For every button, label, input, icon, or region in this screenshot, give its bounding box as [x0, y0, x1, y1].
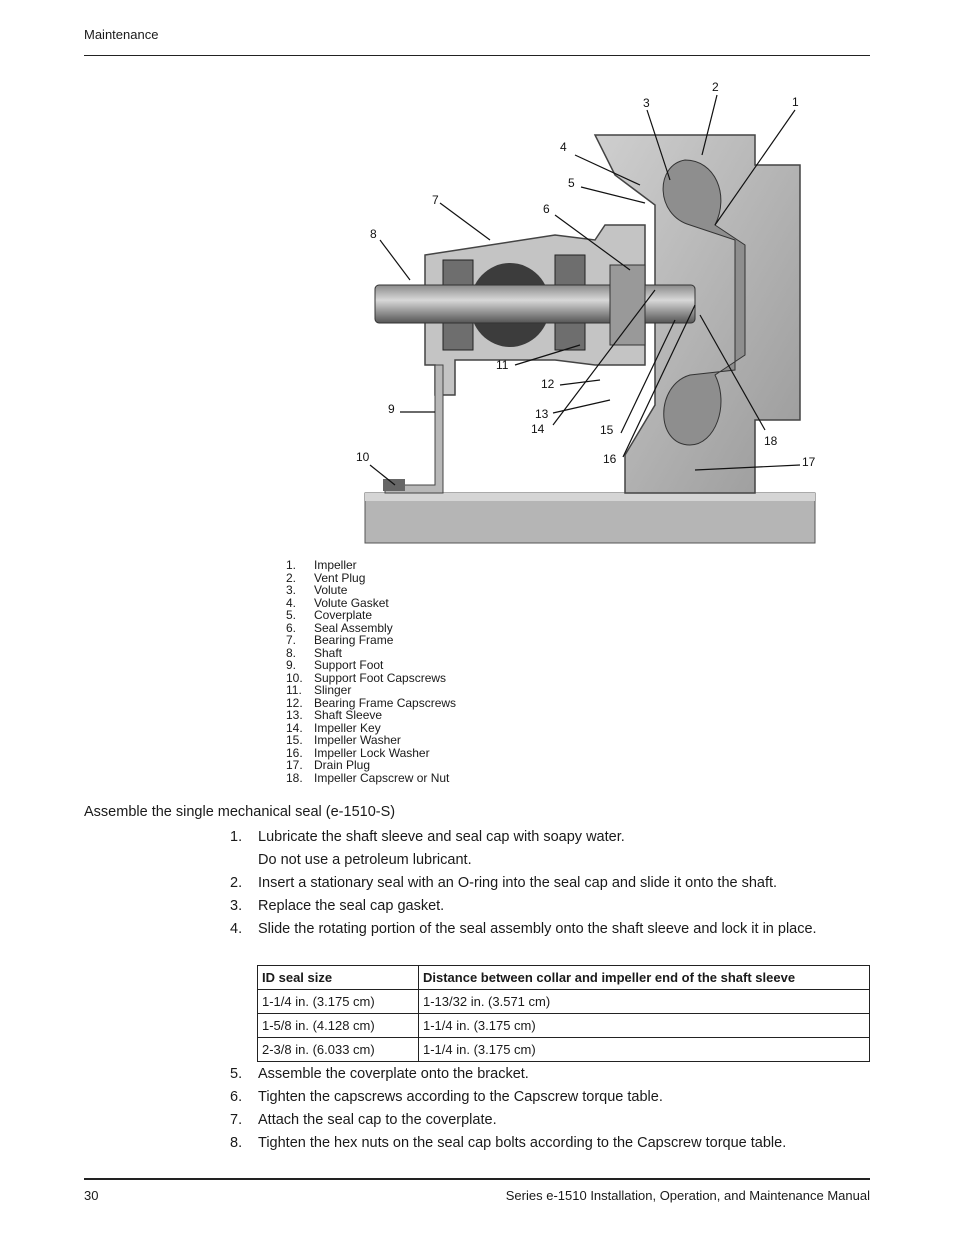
legend-item: 14. Impeller Key: [286, 720, 381, 735]
step-item: 5. Assemble the coverplate onto the bracket.: [230, 1066, 529, 1082]
callout-15: 15: [600, 423, 614, 437]
legend-item: 9. Support Foot: [286, 658, 384, 672]
legend-item: 1. Impeller: [286, 558, 357, 572]
step-note: Do not use a petroleum lubricant.: [258, 852, 472, 868]
step-item: 6. Tighten the capscrews according to the Capscrew torque table.: [230, 1089, 663, 1105]
legend-item: 8. Shaft: [286, 645, 343, 660]
legend-item: 5. Coverplate: [286, 608, 373, 622]
legend-item: 12. Bearing Frame Capscrews: [286, 695, 457, 710]
legend-item: 4. Volute Gasket: [286, 595, 389, 610]
procedure-steps: [230, 828, 870, 939]
callout-8: 8: [370, 227, 377, 241]
legend-item: 7. Bearing Frame: [286, 633, 394, 647]
callout-17: 17: [802, 455, 816, 469]
shaft: [375, 285, 695, 323]
callout-18: 18: [764, 434, 778, 448]
table-row: 1-5/8 in. (4.128 cm) 1-1/4 in. (3.175 cm): [258, 1014, 870, 1038]
legend-item: 6. Seal Assembly: [286, 620, 393, 635]
callout-14: 14: [531, 422, 545, 436]
legend-item: 18. Impeller Capscrew or Nut: [286, 770, 450, 785]
callout-4: 4: [560, 140, 567, 154]
step-item: 7. Attach the seal cap to the coverplate.: [230, 1112, 497, 1128]
legend-item: 2. Vent Plug: [286, 570, 366, 585]
seal-distance-table: [257, 965, 870, 1062]
table-row: 1-1/4 in. (3.175 cm) 1-13/32 in. (3.571 cm): [258, 990, 870, 1014]
step-item: 2. Insert a stationary seal with an O-ring into the seal cap and slide it onto the shaft.: [230, 875, 778, 891]
callout-6: 6: [543, 202, 550, 216]
legend-item: 16. Impeller Lock Washer: [286, 745, 430, 760]
callout-3: 3: [643, 96, 650, 110]
seal-assembly: [610, 265, 645, 345]
callout-11: 11: [496, 358, 509, 372]
step-item: 4. Slide the rotating portion of the seal assembly onto the shaft sleeve and lock it in place.: [230, 921, 817, 937]
callout-12: 12: [541, 377, 555, 391]
table-header-row: [258, 966, 870, 990]
callout-13: 13: [535, 407, 549, 421]
step-item: 1. Lubricate the shaft sleeve and seal cap with soapy water.: [230, 829, 625, 845]
page-number: 30: [84, 1188, 99, 1203]
footer-rule: [84, 1178, 870, 1180]
callout-2: 2: [712, 80, 719, 94]
legend-item: 15. Impeller Washer: [286, 733, 401, 747]
callout-7: 7: [432, 193, 439, 207]
step-item: 8. Tighten the hex nuts on the seal cap bolts according to the Capscrew torque table.: [230, 1135, 787, 1151]
callout-16: 16: [603, 452, 617, 466]
legend-item: 11. Slinger: [286, 683, 352, 697]
callout-5: 5: [568, 176, 575, 190]
section-title: Assemble the single mechanical seal (e-1510-S): [84, 804, 396, 820]
header-rule: [84, 55, 870, 56]
legend-item: 3. Volute: [286, 583, 348, 597]
table-header: ID seal size: [258, 966, 419, 990]
pump-cross-section-figure: [355, 75, 825, 545]
legend-item: 17. Drain Plug: [286, 758, 371, 772]
callout-1: 1: [792, 95, 799, 109]
callout-10: 10: [356, 450, 370, 464]
table-header: Distance between collar and impeller end of the shaft sleeve: [419, 966, 870, 990]
parts-legend: [286, 559, 456, 784]
running-header: Maintenance: [84, 27, 159, 42]
step-item: 3. Replace the seal cap gasket.: [230, 898, 445, 914]
table-row: 2-3/8 in. (6.033 cm) 1-1/4 in. (3.175 cm): [258, 1038, 870, 1062]
manual-title: Series e-1510 Installation, Operation, and Maintenance Manual: [505, 1188, 870, 1203]
procedure-steps-continued: [230, 1065, 870, 1153]
callout-9: 9: [388, 402, 395, 416]
legend-item: 10. Support Foot Capscrews: [286, 670, 447, 685]
legend-item: 13. Shaft Sleeve: [286, 708, 383, 722]
